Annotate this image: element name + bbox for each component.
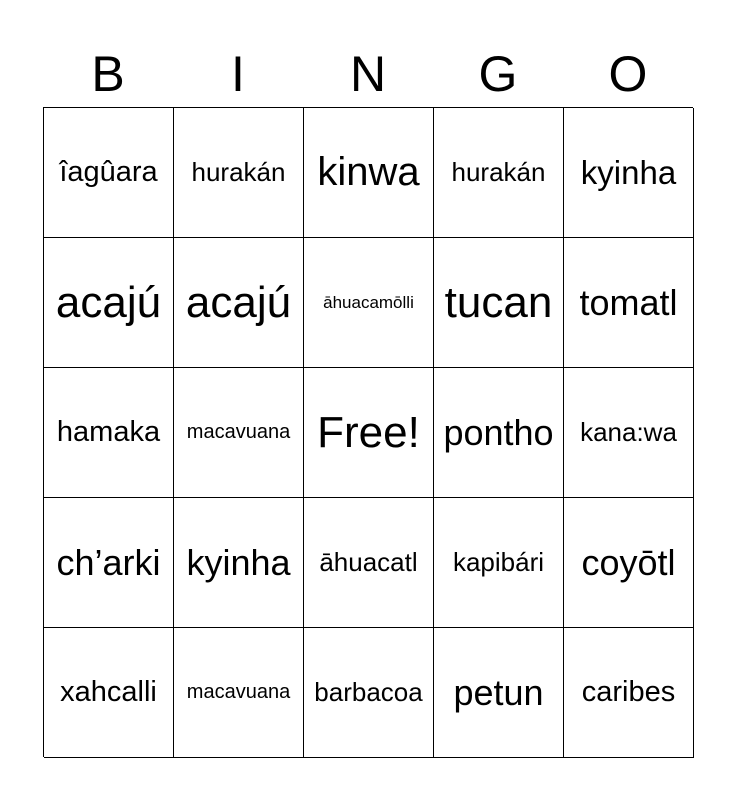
bingo-cell[interactable]: hurakán xyxy=(174,108,304,238)
bingo-cell[interactable]: kyinha xyxy=(174,498,304,628)
bingo-cell[interactable]: tomatl xyxy=(564,238,694,368)
bingo-cell[interactable]: kana:wa xyxy=(564,368,694,498)
bingo-cell[interactable]: petun xyxy=(434,628,564,758)
bingo-grid xyxy=(43,107,693,757)
bingo-cell[interactable]: pontho xyxy=(434,368,564,498)
header-letter-b: B xyxy=(91,46,125,102)
bingo-cell[interactable]: barbacoa xyxy=(304,628,434,758)
free-space-cell[interactable]: Free! xyxy=(304,368,434,498)
header-letter-g: G xyxy=(478,46,518,102)
bingo-cell[interactable]: kinwa xyxy=(304,108,434,238)
bingo-header xyxy=(43,40,693,108)
header-letter-i: I xyxy=(231,46,245,102)
bingo-cell[interactable]: āhuacatl xyxy=(304,498,434,628)
header-letter-o: O xyxy=(608,46,648,102)
bingo-cell[interactable]: xahcalli xyxy=(44,628,174,758)
bingo-cell[interactable]: caribes xyxy=(564,628,694,758)
header-letter-n: N xyxy=(349,46,387,102)
bingo-cell[interactable]: acajú xyxy=(44,238,174,368)
bingo-cell[interactable]: macavuana xyxy=(174,628,304,758)
bingo-cell[interactable]: tucan xyxy=(434,238,564,368)
bingo-cell[interactable]: hurakán xyxy=(434,108,564,238)
bingo-cell[interactable]: macavuana xyxy=(174,368,304,498)
bingo-cell[interactable]: hamaka xyxy=(44,368,174,498)
bingo-cell[interactable]: kapibári xyxy=(434,498,564,628)
bingo-cell[interactable]: ch’arki xyxy=(44,498,174,628)
bingo-cell[interactable]: āhuacamōlli xyxy=(304,238,434,368)
bingo-cell[interactable]: acajú xyxy=(174,238,304,368)
bingo-cell[interactable]: kyinha xyxy=(564,108,694,238)
bingo-cell[interactable]: îagûara xyxy=(44,108,174,238)
bingo-cell[interactable]: coyōtl xyxy=(564,498,694,628)
